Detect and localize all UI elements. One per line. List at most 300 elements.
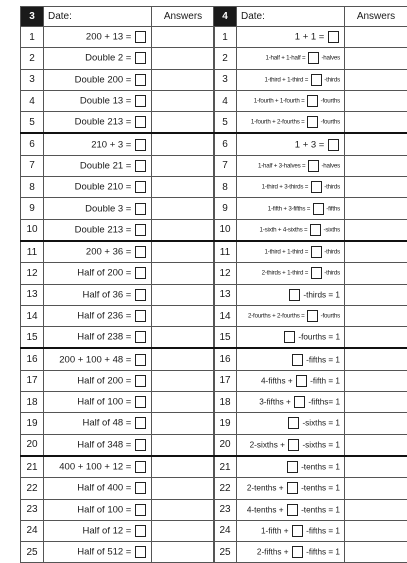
answer-box[interactable] xyxy=(135,224,146,236)
answer-cell[interactable] xyxy=(152,370,215,391)
question-part: -sixths = 1 xyxy=(300,419,340,428)
question-row xyxy=(21,90,215,111)
header-row xyxy=(21,7,215,27)
question-text xyxy=(44,520,152,541)
answer-box[interactable] xyxy=(135,95,146,107)
answer-cell[interactable] xyxy=(152,305,215,326)
question-part: Half of 348 = xyxy=(77,439,134,450)
question-part: -fourths xyxy=(319,119,340,126)
question-row xyxy=(21,69,215,90)
answer-box[interactable] xyxy=(308,52,319,64)
question-number: 2 xyxy=(214,48,237,69)
answer-box[interactable] xyxy=(328,31,339,43)
answer-box[interactable] xyxy=(307,95,318,107)
question-part: -thirds xyxy=(323,249,340,256)
answer-box[interactable] xyxy=(296,375,307,387)
question-part: 4-fifths + xyxy=(261,376,295,385)
answer-box[interactable] xyxy=(310,224,321,236)
worksheet-body xyxy=(21,7,215,563)
question-part: Half of 512 = xyxy=(77,547,134,558)
answer-cell[interactable] xyxy=(152,112,215,134)
sheet-number: 4 xyxy=(214,7,237,27)
question-text xyxy=(237,542,345,563)
question-text xyxy=(44,155,152,176)
answer-cell[interactable] xyxy=(345,133,407,155)
question-row xyxy=(214,284,407,305)
question-number: 20 xyxy=(214,434,237,456)
question-number: 7 xyxy=(214,155,237,176)
question-row xyxy=(21,327,215,349)
answer-box[interactable] xyxy=(135,461,146,473)
answer-box[interactable] xyxy=(135,504,146,516)
question-row xyxy=(214,112,407,134)
question-part: Half of 200 = xyxy=(77,375,134,386)
question-number: 8 xyxy=(214,177,237,198)
question-part: -fifths xyxy=(325,205,340,212)
answer-box[interactable] xyxy=(284,331,295,343)
answer-box[interactable] xyxy=(135,74,146,86)
answer-cell[interactable] xyxy=(345,177,407,198)
answer-cell[interactable] xyxy=(152,542,215,563)
question-part: -tenths = 1 xyxy=(299,484,340,493)
question-row xyxy=(214,133,407,155)
question-text xyxy=(237,305,345,326)
question-number: 4 xyxy=(21,90,44,111)
question-text xyxy=(237,456,345,478)
question-number: 6 xyxy=(214,133,237,155)
answer-box[interactable] xyxy=(287,461,298,473)
question-part: Half of 400 = xyxy=(77,483,134,494)
question-row xyxy=(21,499,215,520)
answer-box[interactable] xyxy=(313,203,324,215)
answer-box[interactable] xyxy=(311,246,322,258)
answer-box[interactable] xyxy=(311,267,322,279)
worksheet-body xyxy=(214,7,407,563)
question-row xyxy=(21,112,215,134)
question-row xyxy=(21,520,215,541)
question-text xyxy=(44,27,152,48)
question-number: 9 xyxy=(214,198,237,219)
question-number: 1 xyxy=(21,27,44,48)
answer-cell[interactable] xyxy=(345,263,407,284)
question-text xyxy=(237,348,345,370)
answer-cell[interactable] xyxy=(152,48,215,69)
question-text xyxy=(237,48,345,69)
sheet-number: 3 xyxy=(21,7,44,27)
question-part: 1-fourth + 2-fourths = xyxy=(251,119,306,126)
question-row xyxy=(21,177,215,198)
answer-box[interactable] xyxy=(135,181,146,193)
question-number: 24 xyxy=(21,520,44,541)
question-number: 6 xyxy=(21,133,44,155)
question-row xyxy=(214,392,407,413)
answer-box[interactable] xyxy=(135,52,146,64)
question-part: Half of 36 = xyxy=(83,289,135,300)
question-text xyxy=(44,69,152,90)
answer-cell[interactable] xyxy=(345,305,407,326)
question-part: 1 + 1 = xyxy=(295,32,327,43)
question-row xyxy=(214,305,407,326)
answer-cell[interactable] xyxy=(152,434,215,456)
question-part: 1-fourth + 1-fourth = xyxy=(254,98,306,105)
question-number: 10 xyxy=(214,219,237,241)
answer-box[interactable] xyxy=(135,116,146,128)
question-text xyxy=(237,520,345,541)
question-row xyxy=(214,499,407,520)
question-part: -tenths = 1 xyxy=(299,505,340,514)
question-part: -thirds = 1 xyxy=(301,290,340,299)
question-row xyxy=(214,198,407,219)
answer-box[interactable] xyxy=(287,504,298,516)
question-part: -fifths = 1 xyxy=(304,355,340,364)
question-number: 21 xyxy=(21,456,44,478)
answer-cell[interactable] xyxy=(345,27,407,48)
question-row xyxy=(21,542,215,563)
question-number: 7 xyxy=(21,155,44,176)
question-number: 18 xyxy=(21,392,44,413)
question-row xyxy=(21,263,215,284)
question-text xyxy=(237,177,345,198)
answer-box[interactable] xyxy=(288,417,299,429)
question-part: -fifth = 1 xyxy=(308,376,340,385)
question-number: 25 xyxy=(21,542,44,563)
answer-box[interactable] xyxy=(307,310,318,322)
answer-cell[interactable] xyxy=(345,198,407,219)
answer-cell[interactable] xyxy=(152,520,215,541)
answer-box[interactable] xyxy=(135,203,146,215)
answer-box[interactable] xyxy=(135,160,146,172)
answer-cell[interactable] xyxy=(152,499,215,520)
answer-box[interactable] xyxy=(292,546,303,558)
question-row xyxy=(21,370,215,391)
answer-box[interactable] xyxy=(135,354,146,366)
question-row xyxy=(214,27,407,48)
question-part: Half of 48 = xyxy=(83,418,135,429)
question-number: 11 xyxy=(21,241,44,263)
question-number: 23 xyxy=(214,499,237,520)
date-label: Date: xyxy=(44,7,152,27)
question-number: 13 xyxy=(21,284,44,305)
question-row xyxy=(21,219,215,241)
question-part: -thirds xyxy=(323,270,340,277)
answer-cell[interactable] xyxy=(152,241,215,263)
worksheet-table xyxy=(213,6,407,563)
answer-cell[interactable] xyxy=(152,155,215,176)
answer-cell[interactable] xyxy=(345,499,407,520)
answer-cell[interactable] xyxy=(345,155,407,176)
question-row xyxy=(21,434,215,456)
question-text xyxy=(237,133,345,155)
question-part: 1-half + 1-half = xyxy=(265,55,306,62)
question-text xyxy=(237,155,345,176)
answer-cell[interactable] xyxy=(152,327,215,349)
answer-cell[interactable] xyxy=(345,348,407,370)
answer-cell[interactable] xyxy=(152,90,215,111)
answer-cell[interactable] xyxy=(345,327,407,349)
question-part: 200 + 100 + 48 = xyxy=(59,354,134,365)
answer-box[interactable] xyxy=(135,417,146,429)
question-number: 23 xyxy=(21,499,44,520)
question-number: 10 xyxy=(21,219,44,241)
question-part: -halves xyxy=(320,162,340,169)
question-text xyxy=(44,48,152,69)
answer-cell[interactable] xyxy=(152,177,215,198)
question-text xyxy=(44,392,152,413)
question-text xyxy=(44,198,152,219)
question-number: 17 xyxy=(214,370,237,391)
question-number: 19 xyxy=(214,413,237,434)
answer-box[interactable] xyxy=(135,375,146,387)
question-text xyxy=(237,198,345,219)
question-part: Half of 238 = xyxy=(77,332,134,343)
question-row xyxy=(214,241,407,263)
question-row xyxy=(214,456,407,478)
answer-cell[interactable] xyxy=(152,263,215,284)
question-number: 18 xyxy=(214,392,237,413)
answer-cell[interactable] xyxy=(345,520,407,541)
question-row xyxy=(214,177,407,198)
question-row xyxy=(21,27,215,48)
question-text xyxy=(44,370,152,391)
answer-box[interactable] xyxy=(135,289,146,301)
question-part: 400 + 100 + 12 = xyxy=(59,462,134,473)
answer-cell[interactable] xyxy=(345,219,407,241)
question-part: 200 + 36 = xyxy=(86,247,134,258)
question-number: 17 xyxy=(21,370,44,391)
answer-box[interactable] xyxy=(135,267,146,279)
question-row xyxy=(214,69,407,90)
answer-box[interactable] xyxy=(288,439,299,451)
question-part: 1-third + 1-third = xyxy=(265,76,310,83)
question-text xyxy=(44,434,152,456)
question-part: Half of 236 = xyxy=(77,311,134,322)
answer-box[interactable] xyxy=(308,160,319,172)
answer-box[interactable] xyxy=(135,246,146,258)
question-text xyxy=(44,348,152,370)
date-label: Date: xyxy=(237,7,345,27)
question-row xyxy=(21,413,215,434)
question-row xyxy=(21,305,215,326)
answer-cell[interactable] xyxy=(345,241,407,263)
question-number: 25 xyxy=(214,542,237,563)
question-row xyxy=(21,392,215,413)
question-text xyxy=(44,133,152,155)
question-row xyxy=(21,133,215,155)
question-part: -thirds xyxy=(323,184,340,191)
answer-box[interactable] xyxy=(135,31,146,43)
question-row xyxy=(21,478,215,499)
question-row xyxy=(214,434,407,456)
question-part: 3-fifths + xyxy=(259,398,293,407)
question-part: Half of 200 = xyxy=(77,268,134,279)
answer-cell[interactable] xyxy=(152,392,215,413)
question-number: 15 xyxy=(214,327,237,349)
answer-cell[interactable] xyxy=(345,284,407,305)
question-text xyxy=(237,499,345,520)
question-number: 16 xyxy=(214,348,237,370)
question-row xyxy=(21,284,215,305)
question-text xyxy=(44,177,152,198)
question-number: 3 xyxy=(21,69,44,90)
question-text xyxy=(44,112,152,134)
answer-cell[interactable] xyxy=(345,392,407,413)
question-part: Double 2 = xyxy=(85,53,134,64)
question-part: 200 + 13 = xyxy=(86,32,134,43)
question-number: 8 xyxy=(21,177,44,198)
question-part: 2-fifths + xyxy=(257,548,291,557)
answer-cell[interactable] xyxy=(345,542,407,563)
answer-cell[interactable] xyxy=(345,90,407,111)
header-row xyxy=(214,7,407,27)
question-part: Double 213 = xyxy=(75,117,134,128)
question-text xyxy=(44,305,152,326)
question-text xyxy=(44,499,152,520)
question-text xyxy=(237,90,345,111)
answer-box[interactable] xyxy=(135,546,146,558)
question-text xyxy=(237,370,345,391)
question-part: -fourths xyxy=(319,313,340,320)
question-part: 1-fifth + xyxy=(261,526,291,535)
question-part: 2-sixths + xyxy=(250,440,288,449)
answers-header: Answers xyxy=(345,7,407,27)
question-text xyxy=(237,219,345,241)
answer-box[interactable] xyxy=(135,525,146,537)
question-text xyxy=(237,27,345,48)
answer-box[interactable] xyxy=(135,331,146,343)
question-row xyxy=(214,155,407,176)
answer-box[interactable] xyxy=(311,181,322,193)
question-part: Half of 12 = xyxy=(83,525,135,536)
question-number: 2 xyxy=(21,48,44,69)
question-part: Double 200 = xyxy=(75,74,134,85)
answer-box[interactable] xyxy=(292,525,303,537)
answer-cell[interactable] xyxy=(152,198,215,219)
question-row xyxy=(21,48,215,69)
answer-cell[interactable] xyxy=(152,456,215,478)
question-text xyxy=(44,327,152,349)
question-text xyxy=(237,434,345,456)
question-part: -fifths = 1 xyxy=(304,526,340,535)
question-part: 4-tenths + xyxy=(247,505,286,514)
answer-box[interactable] xyxy=(328,139,339,151)
answer-cell[interactable] xyxy=(152,219,215,241)
question-row xyxy=(214,542,407,563)
question-text xyxy=(237,241,345,263)
question-row xyxy=(21,456,215,478)
answer-box[interactable] xyxy=(307,116,318,128)
question-text xyxy=(237,478,345,499)
question-row xyxy=(214,90,407,111)
answer-box[interactable] xyxy=(135,439,146,451)
question-part: Double 213 = xyxy=(75,224,134,235)
question-number: 9 xyxy=(21,198,44,219)
question-text xyxy=(237,327,345,349)
answer-cell[interactable] xyxy=(345,478,407,499)
answer-cell[interactable] xyxy=(152,133,215,155)
question-number: 11 xyxy=(214,241,237,263)
question-number: 16 xyxy=(21,348,44,370)
question-part: -fourths = 1 xyxy=(296,333,340,342)
question-part: Double 3 = xyxy=(85,203,134,214)
answer-box[interactable] xyxy=(287,482,298,494)
answer-cell[interactable] xyxy=(345,69,407,90)
question-part: Double 13 = xyxy=(80,96,134,107)
question-text xyxy=(44,263,152,284)
question-part: 1 + 3 = xyxy=(295,139,327,150)
question-part: 1-half + 3-halves = xyxy=(258,162,307,169)
answer-cell[interactable] xyxy=(152,413,215,434)
question-text xyxy=(44,456,152,478)
question-text xyxy=(237,112,345,134)
question-part: 2-thirds + 1-third = xyxy=(262,270,310,277)
answer-cell[interactable] xyxy=(152,69,215,90)
question-number: 5 xyxy=(214,112,237,134)
answer-box[interactable] xyxy=(135,482,146,494)
question-part: -tenths = 1 xyxy=(299,463,340,472)
answer-box[interactable] xyxy=(135,310,146,322)
question-row xyxy=(214,348,407,370)
question-part: -fifths= 1 xyxy=(306,398,340,407)
question-number: 22 xyxy=(21,478,44,499)
question-row xyxy=(214,413,407,434)
answer-cell[interactable] xyxy=(152,284,215,305)
question-number: 5 xyxy=(21,112,44,134)
question-part: Half of 100 = xyxy=(77,504,134,515)
answer-cell[interactable] xyxy=(345,48,407,69)
question-text xyxy=(44,542,152,563)
question-number: 1 xyxy=(214,27,237,48)
question-part: -fourths xyxy=(319,98,340,105)
answer-box[interactable] xyxy=(311,74,322,86)
question-number: 14 xyxy=(21,305,44,326)
question-number: 12 xyxy=(21,263,44,284)
question-number: 22 xyxy=(214,478,237,499)
question-part: Half of 100 = xyxy=(77,397,134,408)
answers-header: Answers xyxy=(152,7,215,27)
question-text xyxy=(237,284,345,305)
worksheet-4 xyxy=(213,6,403,563)
question-number: 12 xyxy=(214,263,237,284)
answer-cell[interactable] xyxy=(152,27,215,48)
answer-box[interactable] xyxy=(294,396,305,408)
question-part: 1-sixth + 4-sixths = xyxy=(260,226,309,233)
question-part: Double 21 = xyxy=(80,160,134,171)
answer-cell[interactable] xyxy=(345,413,407,434)
question-text xyxy=(237,69,345,90)
answer-box[interactable] xyxy=(289,289,300,301)
answer-cell[interactable] xyxy=(152,478,215,499)
answer-box[interactable] xyxy=(135,396,146,408)
answer-box[interactable] xyxy=(135,139,146,151)
answer-cell[interactable] xyxy=(152,348,215,370)
answer-box[interactable] xyxy=(292,354,303,366)
answer-cell[interactable] xyxy=(345,370,407,391)
question-number: 13 xyxy=(214,284,237,305)
question-row xyxy=(21,155,215,176)
answer-cell[interactable] xyxy=(345,434,407,456)
question-part: Double 210 = xyxy=(75,182,134,193)
answer-cell[interactable] xyxy=(345,112,407,134)
question-part: 210 + 3 = xyxy=(91,139,134,150)
question-row xyxy=(21,198,215,219)
question-text xyxy=(44,284,152,305)
answer-cell[interactable] xyxy=(345,456,407,478)
question-number: 3 xyxy=(214,69,237,90)
question-part: 2-fourths + 2-fourths = xyxy=(248,313,306,320)
question-row xyxy=(214,370,407,391)
question-part: 1-third + 3-thirds = xyxy=(262,184,310,191)
question-number: 14 xyxy=(214,305,237,326)
